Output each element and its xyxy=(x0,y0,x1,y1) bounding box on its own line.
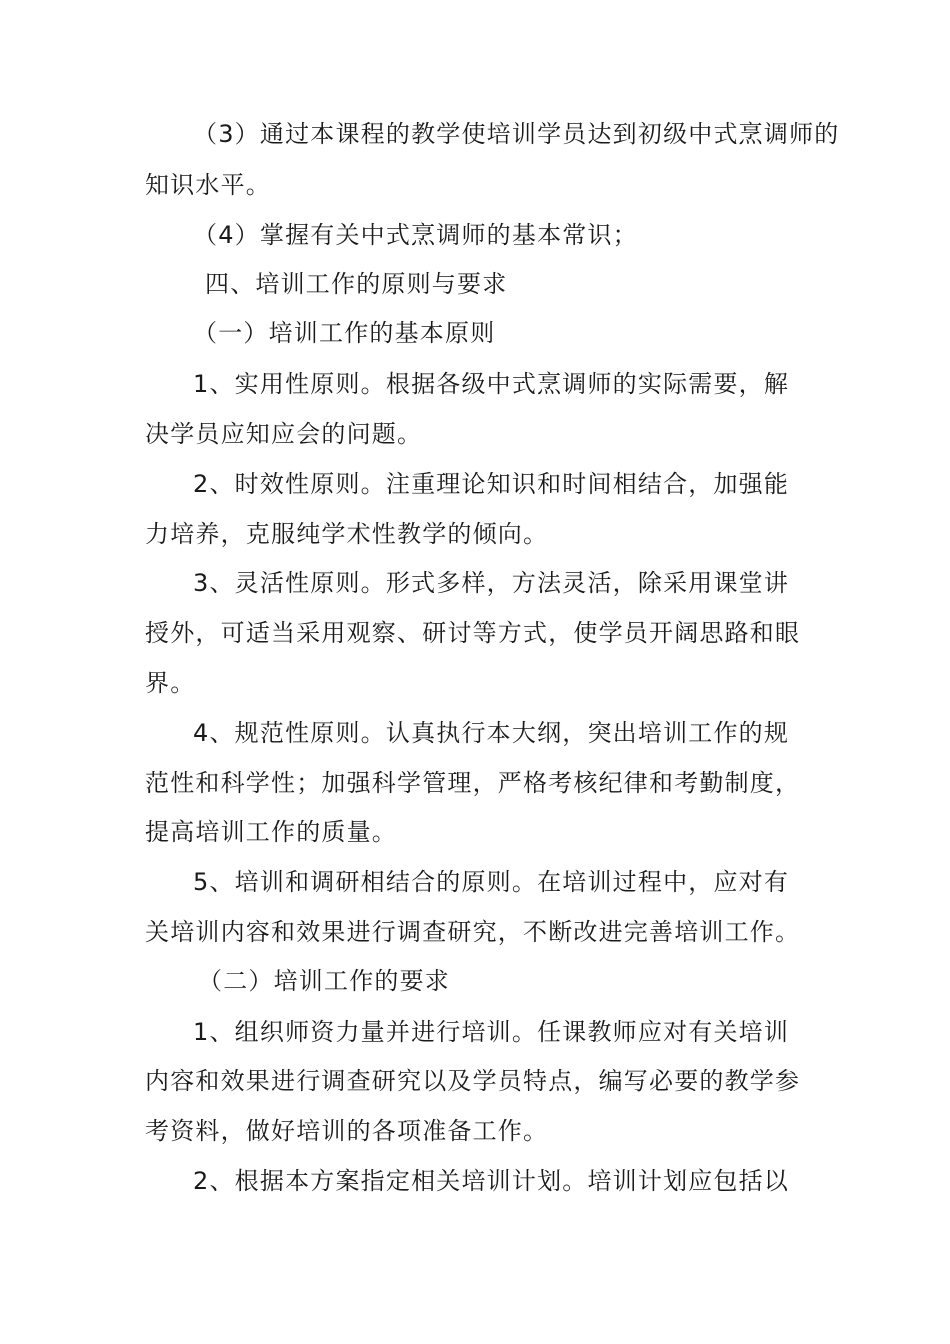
paragraph-line: 力培养，克服纯学术性教学的倾向。 xyxy=(145,520,549,548)
paragraph-line: 考资料，做好培训的各项准备工作。 xyxy=(145,1117,549,1145)
paragraph-line: 2、根据本方案指定相关培训计划。培训计划应包括以 xyxy=(193,1167,790,1195)
paragraph-line: 4、规范性原则。认真执行本大纲，突出培训工作的规 xyxy=(193,719,790,747)
paragraph-line: 关培训内容和效果进行调查研究，不断改进完善培训工作。 xyxy=(145,918,801,946)
paragraph-line: 内容和效果进行调查研究以及学员特点，编写必要的教学参 xyxy=(145,1067,801,1095)
paragraph-line: 授外，可适当采用观察、研讨等方式，使学员开阔思路和眼 xyxy=(145,619,801,647)
subsection-heading: （一）培训工作的基本原则 xyxy=(193,319,496,347)
paragraph-line: 5、培训和调研相结合的原则。在培训过程中，应对有 xyxy=(193,868,790,896)
paragraph-line: 提高培训工作的质量。 xyxy=(145,818,397,846)
paragraph-line: 范性和科学性；加强科学管理，严格考核纪律和考勤制度， xyxy=(145,769,801,797)
section-heading: 四、培训工作的原则与要求 xyxy=(205,270,508,298)
paragraph-line: 2、时效性原则。注重理论知识和时间相结合，加强能 xyxy=(193,470,790,498)
paragraph-line: 界。 xyxy=(145,669,196,697)
paragraph-line: 知识水平。 xyxy=(145,171,271,199)
paragraph-line: 决学员应知应会的问题。 xyxy=(145,420,423,448)
subsection-heading: （二）培训工作的要求 xyxy=(198,967,450,995)
paragraph-line: （4）掌握有关中式烹调师的基本常识； xyxy=(193,221,638,249)
paragraph-line: 3、灵活性原则。形式多样，方法灵活，除采用课堂讲 xyxy=(193,569,790,597)
paragraph-line: （3）通过本课程的教学使培训学员达到初级中式烹调师的 xyxy=(193,120,840,148)
paragraph-line: 1、组织师资力量并进行培训。任课教师应对有关培训 xyxy=(193,1018,790,1046)
paragraph-line: 1、实用性原则。根据各级中式烹调师的实际需要，解 xyxy=(193,370,790,398)
